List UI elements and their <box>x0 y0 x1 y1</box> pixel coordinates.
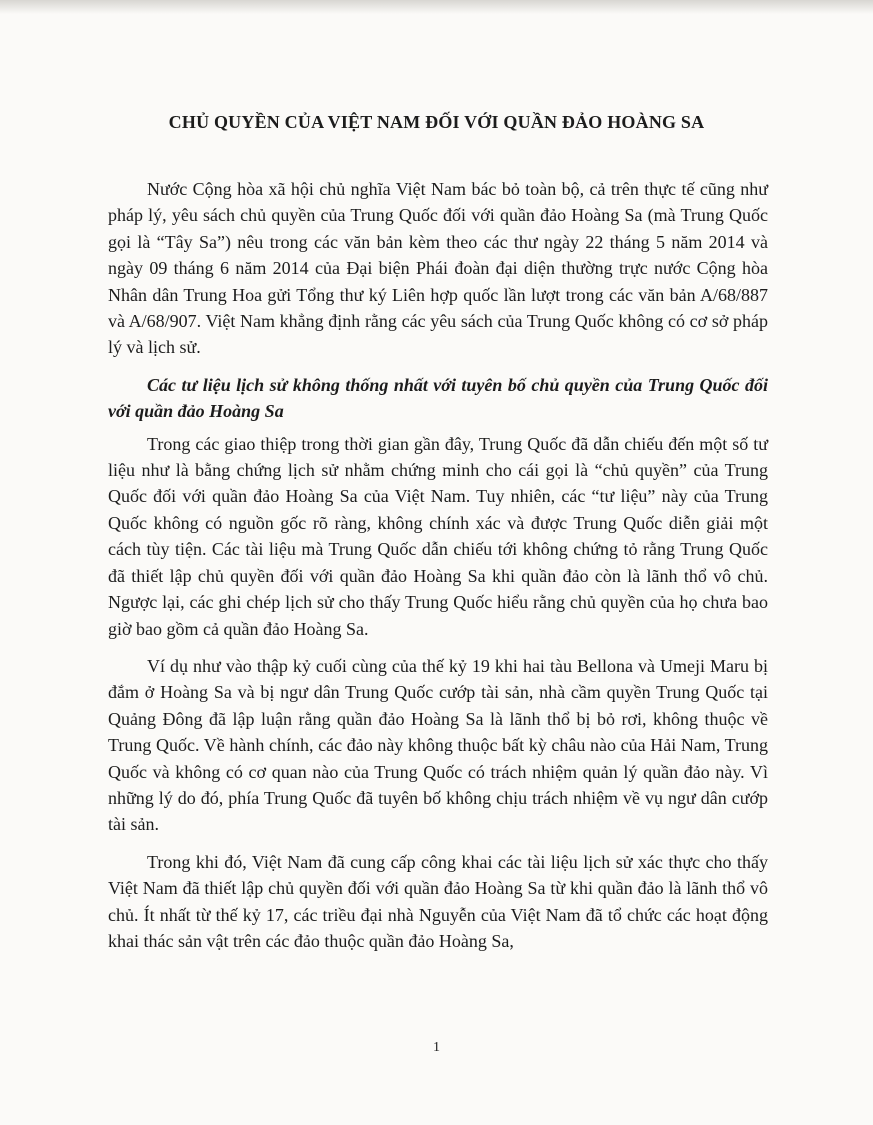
paragraph-intro: Nước Cộng hòa xã hội chủ nghĩa Việt Nam bác bỏ toàn bộ, cả trên thực tế cũng như pháp lý, yêu sách chủ quyền của Trung Quốc đối với quần đảo Hoàng Sa (mà Trung Quốc gọi là “Tây Sa”) nêu trong các văn bản kèm theo các thư ngày 22 tháng 5 năm 2014 và ngày 09 tháng 6 năm 2014 của Đại biện Phái đoàn đại diện thường trực nước Cộng hòa Nhân dân Trung Hoa gửi Tổng thư ký Liên hợp quốc lần lượt trong các văn bản A/68/887 và A/68/907. Việt Nam khẳng định rằng các yêu sách của Trung Quốc không có cơ sở pháp lý và lịch sử. <box>108 179 768 358</box>
section-heading: Các tư liệu lịch sử không thống nhất với tuyên bố chủ quyền của Trung Quốc đối với quần đảo Hoàng Sa <box>108 374 768 422</box>
document-title: CHỦ QUYỀN CỦA VIỆT NAM ĐỐI VỚI QUẦN ĐẢO HOÀNG SA <box>168 112 705 132</box>
paragraph-vietnam-evidence: Trong khi đó, Việt Nam đã cung cấp công khai các tài liệu lịch sử xác thực cho thấy Việt Nam đã thiết lập chủ quyền đối với quần đảo Hoàng Sa từ khi quần đảo là lãnh thổ vô chủ. Ít nhất từ thế kỷ 17, các triều đại nhà Nguyễn của Việt Nam đã tổ chức các hoạt động khai thác sản vật trên các đảo thuộc quần đảo Hoàng Sa, <box>108 851 768 951</box>
paragraph-example: Ví dụ như vào thập kỷ cuối cùng của thế kỷ 19 khi hai tàu Bellona và Umeji Maru bị đắm ở Hoàng Sa và bị ngư dân Trung Quốc cướp tài sản, nhà cầm quyền Trung Quốc tại Quảng Đông đã lập luận rằng quần đảo Hoàng Sa là lãnh thổ bị bỏ rơi, không thuộc về Trung Quốc. Về hành chính, các đảo này không thuộc bất kỳ châu nào của Hải Nam, Trung Quốc và không có cơ quan nào của Trung Quốc có trách nhiệm quản lý quần đảo này. Vì những lý do đó, phía Trung Quốc đã tuyên bố không chịu trách nhiệm về vụ ngư dân cướp tài sản. <box>108 655 768 835</box>
scan-edge-shadow <box>0 0 873 14</box>
document-body <box>108 176 768 965</box>
paragraph-historical-documents: Trong các giao thiệp trong thời gian gần đây, Trung Quốc đã dẫn chiếu đến một số tư liệu như là bằng chứng lịch sử nhằm chứng minh cho cái gọi là “chủ quyền” của Trung Quốc đối với quần đảo Hoàng Sa của Việt Nam. Tuy nhiên, các “tư liệu” này của Trung Quốc không có nguồn gốc rõ ràng, không chính xác và được Trung Quốc diễn giải một cách tùy tiện. Các tài liệu mà Trung Quốc dẫn chiếu tới không chứng tỏ rằng Trung Quốc đã thiết lập chủ quyền đối với quần đảo Hoàng Sa khi quần đảo còn là lãnh thổ vô chủ. Ngược lại, các ghi chép lịch sử cho thấy Trung Quốc hiểu rằng chủ quyền của họ chưa bao giờ bao gồm cả quần đảo Hoàng Sa. <box>108 433 768 639</box>
page-number: 1 <box>433 1040 440 1055</box>
